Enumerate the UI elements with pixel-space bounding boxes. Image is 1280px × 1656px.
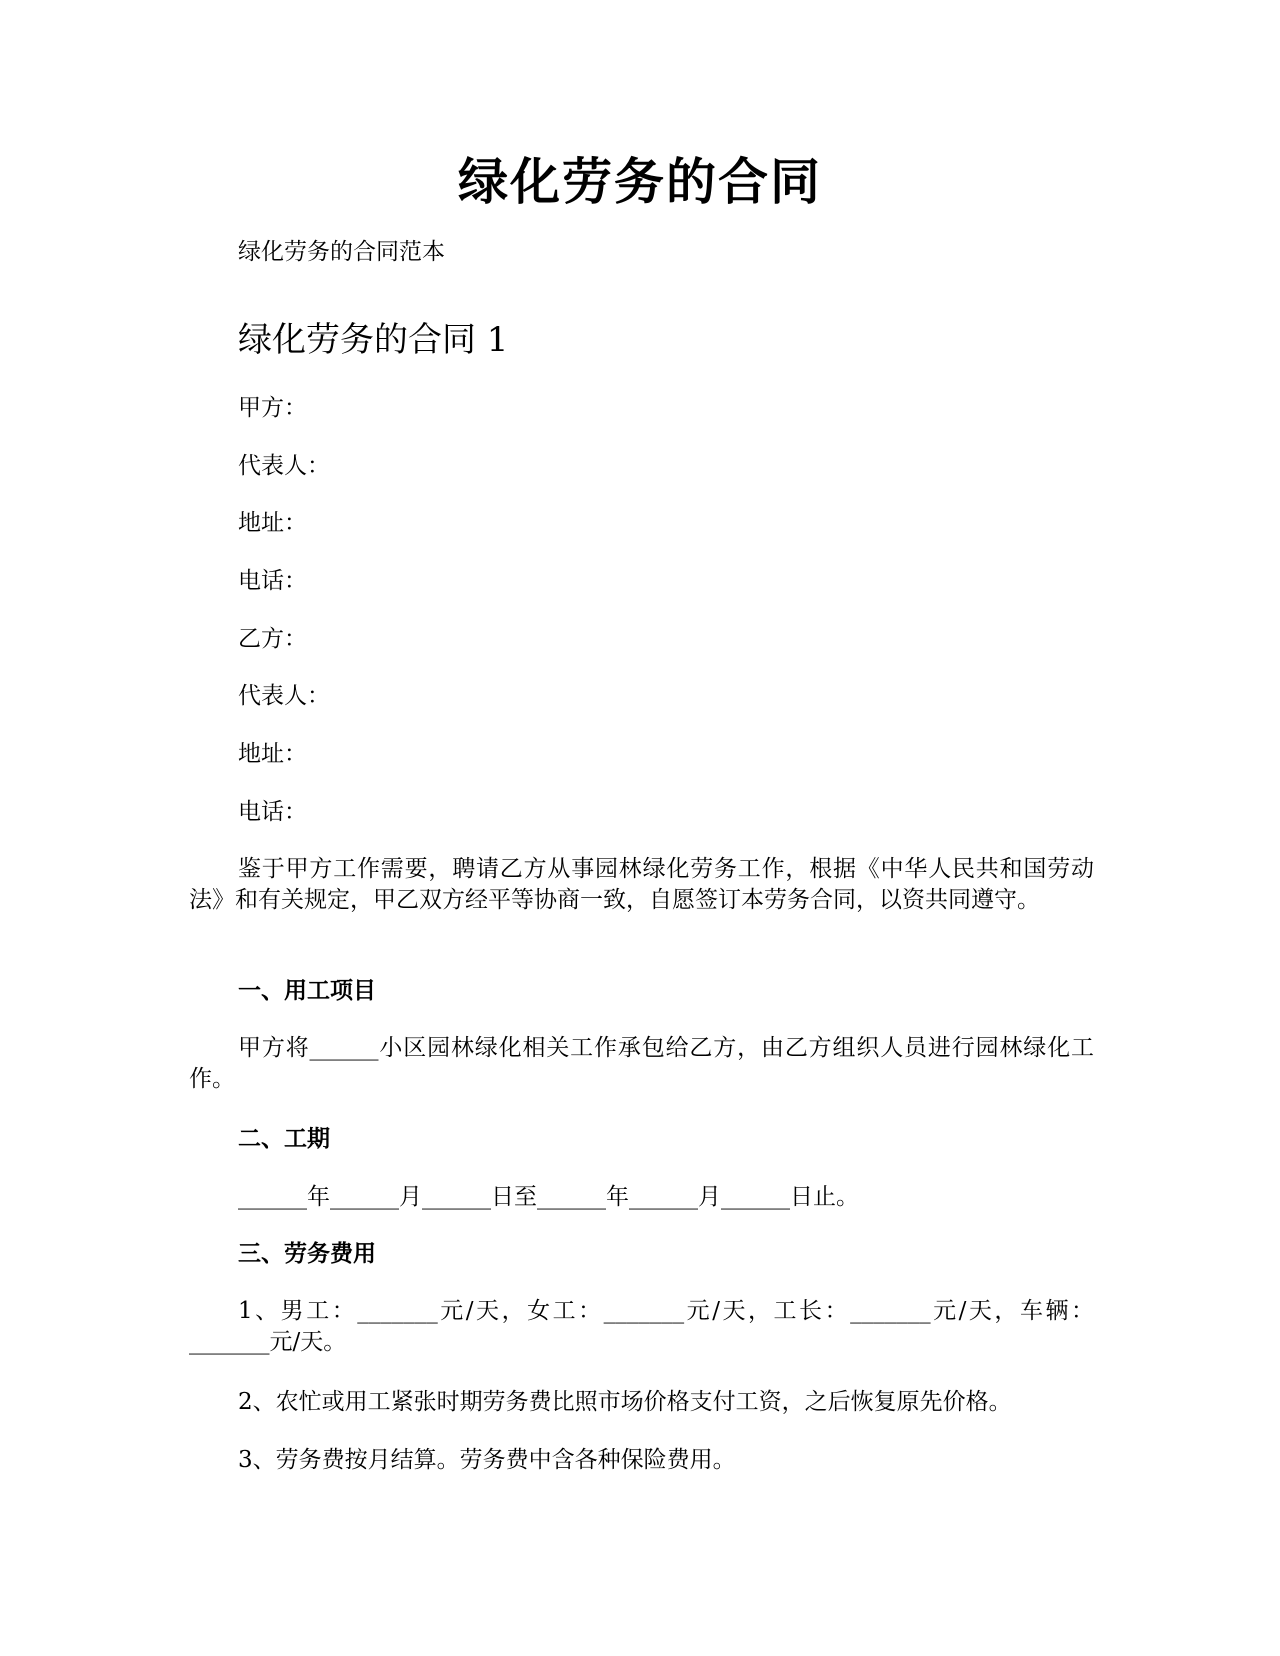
party-b-address: 地址： (238, 741, 307, 767)
section-3-paragraph-2: 2、农忙或用工紧张时期劳务费比照市场价格支付工资，之后恢复原先价格。 (238, 1389, 1012, 1415)
document-subtitle: 绿化劳务的合同范本 (238, 239, 445, 265)
document-title: 绿化劳务的合同 (458, 152, 822, 211)
section-1-paragraph: 甲方将______小区园林绿化相关工作承包给乙方，由乙方组织人员进行园林绿化工作。 (189, 1035, 1094, 1092)
preamble-paragraph: 鉴于甲方工作需要，聘请乙方从事园林绿化劳务工作，根据《中华人民共和国劳动法》和有关规定，甲乙双方经平等协商一致，自愿签订本劳务合同，以资共同遵守。 (189, 856, 1094, 913)
party-a-phone: 电话： (238, 568, 307, 594)
section-heading-1: 一、用工项目 (238, 977, 376, 1004)
section-3-paragraph-3: 3、劳务费按月结算。劳务费中含各种保险费用。 (238, 1447, 736, 1473)
party-b-label: 乙方： (238, 626, 307, 652)
section-heading-3: 三、劳务费用 (238, 1240, 376, 1267)
party-a-representative: 代表人： (238, 453, 330, 479)
section-title: 绿化劳务的合同 1 (238, 320, 509, 360)
party-a-label: 甲方： (238, 395, 307, 421)
party-a-address: 地址： (238, 510, 307, 536)
party-b-phone: 电话： (238, 799, 307, 825)
section-heading-2: 二、工期 (238, 1125, 330, 1152)
section-2-paragraph: ______年______月______日至______年______月______日止。 (238, 1184, 859, 1210)
section-3-paragraph-1: 1、男工：_______元/天，女工：_______元/天，工长：_______元/天，车辆：_______元/天。 (189, 1298, 1094, 1355)
party-b-representative: 代表人： (238, 683, 330, 709)
